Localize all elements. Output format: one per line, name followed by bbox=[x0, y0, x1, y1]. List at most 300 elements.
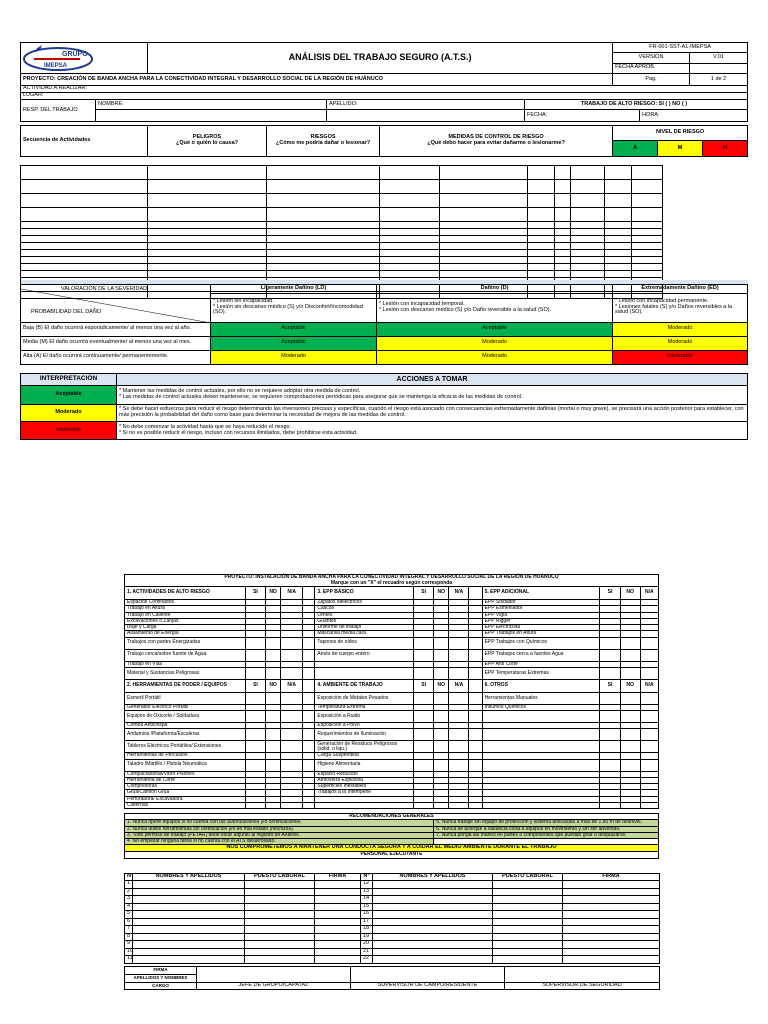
activity-cell[interactable] bbox=[555, 271, 571, 278]
activity-cell[interactable] bbox=[267, 229, 380, 236]
activity-cell[interactable] bbox=[528, 166, 555, 180]
check-no[interactable] bbox=[266, 637, 281, 649]
activity-cell[interactable] bbox=[148, 264, 267, 271]
activity-cell[interactable] bbox=[555, 180, 571, 194]
check-no[interactable] bbox=[434, 729, 449, 741]
staff-sign[interactable] bbox=[315, 918, 361, 926]
place-field[interactable]: LUGAR: bbox=[21, 93, 748, 100]
staff-post[interactable] bbox=[245, 956, 315, 964]
check-si[interactable] bbox=[245, 637, 265, 649]
check-na[interactable] bbox=[640, 692, 658, 704]
staff-post[interactable] bbox=[493, 948, 563, 956]
staff-name[interactable] bbox=[373, 903, 493, 911]
activity-cell[interactable] bbox=[605, 222, 632, 229]
activity-cell[interactable] bbox=[555, 208, 571, 222]
staff-post[interactable] bbox=[493, 888, 563, 896]
staff-sign[interactable] bbox=[563, 918, 660, 926]
check-na[interactable] bbox=[449, 637, 469, 649]
staff-post[interactable] bbox=[245, 888, 315, 896]
activity-cell[interactable] bbox=[571, 208, 605, 222]
activity-cell[interactable] bbox=[555, 257, 571, 264]
activity-cell[interactable] bbox=[148, 271, 267, 278]
activity-cell[interactable] bbox=[632, 257, 663, 264]
check-no[interactable] bbox=[266, 649, 281, 661]
staff-name[interactable] bbox=[373, 911, 493, 919]
staff-name[interactable] bbox=[133, 903, 245, 911]
staff-post[interactable] bbox=[245, 903, 315, 911]
activity-cell[interactable] bbox=[571, 222, 605, 229]
check-na[interactable] bbox=[449, 759, 469, 771]
activity-cell[interactable] bbox=[440, 271, 528, 278]
name-field[interactable]: NOMBRE: bbox=[96, 100, 327, 110]
activity-cell[interactable] bbox=[267, 166, 380, 180]
check-no[interactable] bbox=[434, 637, 449, 649]
sec2-si: SI bbox=[245, 679, 265, 692]
activity-row[interactable] bbox=[21, 222, 748, 229]
activity-cell[interactable] bbox=[571, 166, 605, 180]
activity-cell[interactable] bbox=[605, 271, 632, 278]
surname-field[interactable]: APELLIDO: bbox=[327, 100, 525, 110]
activity-cell[interactable] bbox=[555, 243, 571, 250]
activity-cell[interactable] bbox=[380, 257, 440, 264]
activity-cell[interactable] bbox=[440, 257, 528, 264]
activity-cell[interactable] bbox=[528, 180, 555, 194]
check-si[interactable] bbox=[600, 692, 620, 704]
check-na[interactable] bbox=[640, 649, 658, 661]
activity-cell[interactable] bbox=[555, 194, 571, 208]
activity-cell[interactable] bbox=[21, 194, 148, 208]
check-na[interactable] bbox=[281, 741, 303, 753]
activity-cell[interactable] bbox=[632, 194, 663, 208]
activity-cell[interactable] bbox=[267, 250, 380, 257]
activity-cell[interactable] bbox=[380, 229, 440, 236]
check-no[interactable] bbox=[266, 759, 281, 771]
check-no[interactable] bbox=[434, 667, 449, 679]
staff-name[interactable] bbox=[133, 956, 245, 964]
check-si[interactable] bbox=[245, 729, 265, 741]
activity-cell[interactable] bbox=[528, 194, 555, 208]
activity-cell[interactable] bbox=[632, 243, 663, 250]
check-na[interactable] bbox=[640, 637, 658, 649]
activity-cell[interactable] bbox=[440, 194, 528, 208]
staff-post[interactable] bbox=[245, 911, 315, 919]
activity-cell[interactable] bbox=[267, 180, 380, 194]
staff-name[interactable] bbox=[133, 888, 245, 896]
check-na[interactable] bbox=[449, 667, 469, 679]
activity-cell[interactable] bbox=[528, 222, 555, 229]
activity-cell[interactable] bbox=[21, 236, 148, 243]
check-na[interactable] bbox=[640, 667, 658, 679]
staff-sign[interactable] bbox=[563, 926, 660, 934]
activity-cell[interactable] bbox=[528, 257, 555, 264]
activity-cell[interactable] bbox=[528, 236, 555, 243]
activity-cell[interactable] bbox=[632, 180, 663, 194]
staff-row bbox=[125, 881, 660, 889]
activity-cell[interactable] bbox=[440, 250, 528, 257]
staff-post[interactable] bbox=[493, 903, 563, 911]
staff-post[interactable] bbox=[493, 896, 563, 904]
activity-cell[interactable] bbox=[148, 229, 267, 236]
surname-value[interactable] bbox=[327, 110, 525, 122]
activity-cell[interactable] bbox=[605, 236, 632, 243]
activity-cell[interactable] bbox=[632, 222, 663, 229]
staff-sign[interactable] bbox=[315, 933, 361, 941]
activity-cell[interactable] bbox=[571, 243, 605, 250]
check-si[interactable] bbox=[414, 711, 434, 723]
activity-cell[interactable] bbox=[632, 166, 663, 180]
check-si[interactable] bbox=[414, 741, 434, 753]
activity-cell[interactable] bbox=[605, 264, 632, 271]
check-na[interactable] bbox=[449, 692, 469, 704]
staff-name[interactable] bbox=[373, 941, 493, 949]
check-no[interactable] bbox=[620, 741, 640, 753]
activity-cell[interactable] bbox=[440, 180, 528, 194]
interp-intolerable: Intolerable bbox=[21, 422, 117, 440]
activity-row[interactable] bbox=[21, 250, 748, 257]
activity-cell[interactable] bbox=[440, 222, 528, 229]
activity-row[interactable] bbox=[21, 257, 748, 264]
sec6-na: N/A bbox=[640, 679, 658, 692]
check-na[interactable] bbox=[281, 711, 303, 723]
staff-name[interactable] bbox=[373, 888, 493, 896]
activity-cell[interactable] bbox=[605, 194, 632, 208]
sig-sup-seg[interactable] bbox=[505, 967, 660, 983]
activity-cell[interactable] bbox=[571, 271, 605, 278]
activity-cell[interactable] bbox=[605, 180, 632, 194]
activity-cell[interactable] bbox=[632, 271, 663, 278]
check-no[interactable] bbox=[434, 759, 449, 771]
staff-sign[interactable] bbox=[315, 896, 361, 904]
activity-row[interactable] bbox=[21, 208, 748, 222]
staff-name[interactable] bbox=[133, 948, 245, 956]
activity-cell[interactable] bbox=[380, 243, 440, 250]
staff-num: 16 bbox=[361, 911, 373, 919]
check-si[interactable] bbox=[600, 741, 620, 753]
sig-jefe[interactable] bbox=[197, 967, 351, 983]
activity-cell[interactable] bbox=[555, 229, 571, 236]
activity-cell[interactable] bbox=[528, 243, 555, 250]
staff-post[interactable] bbox=[245, 918, 315, 926]
staff-post[interactable] bbox=[493, 933, 563, 941]
activity-row[interactable] bbox=[21, 264, 748, 271]
activity-cell[interactable] bbox=[571, 250, 605, 257]
check-no[interactable] bbox=[434, 649, 449, 661]
activity-cell[interactable] bbox=[528, 208, 555, 222]
check-si[interactable] bbox=[245, 692, 265, 704]
check-na[interactable] bbox=[281, 649, 303, 661]
activity-cell[interactable] bbox=[380, 166, 440, 180]
activity-cell[interactable] bbox=[528, 229, 555, 236]
activity-cell[interactable] bbox=[528, 271, 555, 278]
activity-row[interactable] bbox=[21, 236, 748, 243]
check-si[interactable] bbox=[414, 692, 434, 704]
activity-cell[interactable] bbox=[555, 264, 571, 271]
activity-cell[interactable] bbox=[632, 208, 663, 222]
activity-cell[interactable] bbox=[632, 229, 663, 236]
check-si[interactable] bbox=[600, 759, 620, 771]
name-value[interactable] bbox=[96, 110, 327, 122]
activity-row[interactable] bbox=[21, 166, 748, 180]
staff-post[interactable] bbox=[245, 933, 315, 941]
staff-sign[interactable] bbox=[563, 941, 660, 949]
activity-cell[interactable] bbox=[21, 180, 148, 194]
check-no[interactable] bbox=[266, 711, 281, 723]
check-no[interactable] bbox=[266, 692, 281, 704]
staff-sign[interactable] bbox=[315, 881, 361, 889]
staff-sign[interactable] bbox=[315, 956, 361, 964]
activity-cell[interactable] bbox=[380, 264, 440, 271]
staff-sign[interactable] bbox=[315, 903, 361, 911]
staff-post[interactable] bbox=[493, 926, 563, 934]
staff-name[interactable] bbox=[373, 926, 493, 934]
staff-sign[interactable] bbox=[563, 948, 660, 956]
staff-name[interactable] bbox=[373, 881, 493, 889]
sec4-si: SI bbox=[414, 679, 434, 692]
activity-cell[interactable] bbox=[148, 243, 267, 250]
activity-field[interactable]: ACTIVIDAD A REALIZAR: bbox=[21, 86, 748, 93]
activity-cell[interactable] bbox=[571, 229, 605, 236]
activity-cell[interactable] bbox=[528, 250, 555, 257]
activity-cell[interactable] bbox=[21, 243, 148, 250]
activity-cell[interactable] bbox=[440, 264, 528, 271]
activity-cell[interactable] bbox=[380, 271, 440, 278]
check-na[interactable] bbox=[281, 692, 303, 704]
check-si[interactable] bbox=[600, 667, 620, 679]
sec2-title: 2. HERRAMIENTAS DE PODER / EQUIPOS bbox=[125, 679, 246, 692]
check-si[interactable] bbox=[245, 711, 265, 723]
activity-cell[interactable] bbox=[148, 250, 267, 257]
activity-cell[interactable] bbox=[632, 250, 663, 257]
staff-sign[interactable] bbox=[563, 888, 660, 896]
activity-cell[interactable] bbox=[148, 236, 267, 243]
check-no[interactable] bbox=[434, 692, 449, 704]
activity-cell[interactable] bbox=[440, 236, 528, 243]
activity-cell[interactable] bbox=[440, 243, 528, 250]
activity-cell[interactable] bbox=[528, 264, 555, 271]
staff-name[interactable] bbox=[373, 918, 493, 926]
sec3-na: N/A bbox=[449, 587, 469, 600]
activity-cell[interactable] bbox=[148, 180, 267, 194]
check-no[interactable] bbox=[266, 741, 281, 753]
staff-sign[interactable] bbox=[315, 926, 361, 934]
activity-cell[interactable] bbox=[571, 257, 605, 264]
staff-sign[interactable] bbox=[315, 948, 361, 956]
check-no[interactable] bbox=[620, 637, 640, 649]
staff-sign[interactable] bbox=[563, 903, 660, 911]
activity-cell[interactable] bbox=[440, 208, 528, 222]
check-na[interactable] bbox=[640, 759, 658, 771]
activity-cell[interactable] bbox=[440, 229, 528, 236]
high-risk-check[interactable]: TRABAJO DE ALTO RIESGO: SI ( ) NO ( ) bbox=[525, 100, 748, 110]
check-si[interactable] bbox=[600, 711, 620, 723]
check-no[interactable] bbox=[620, 711, 640, 723]
activity-cell[interactable] bbox=[605, 166, 632, 180]
check-si[interactable] bbox=[414, 649, 434, 661]
check-na[interactable] bbox=[281, 637, 303, 649]
check-si[interactable] bbox=[600, 637, 620, 649]
staff-sign[interactable] bbox=[563, 933, 660, 941]
activity-cell[interactable] bbox=[380, 194, 440, 208]
activity-cell[interactable] bbox=[605, 250, 632, 257]
activity-cell[interactable] bbox=[21, 166, 148, 180]
approval-date-value[interactable] bbox=[690, 63, 748, 73]
check-na[interactable] bbox=[281, 667, 303, 679]
activity-cell[interactable] bbox=[267, 264, 380, 271]
activity-cell[interactable] bbox=[380, 208, 440, 222]
check-no[interactable] bbox=[266, 729, 281, 741]
spacer bbox=[303, 741, 315, 753]
activity-cell[interactable] bbox=[21, 222, 148, 229]
check-na[interactable] bbox=[640, 741, 658, 753]
check-si[interactable] bbox=[414, 759, 434, 771]
checklist-item-label: Higiene Alimentaria bbox=[315, 759, 414, 771]
activity-cell[interactable] bbox=[21, 271, 148, 278]
activity-cell[interactable] bbox=[148, 166, 267, 180]
checklist-item-label: Uniforme de trabajo bbox=[315, 625, 414, 631]
activity-cell[interactable] bbox=[267, 194, 380, 208]
check-no[interactable] bbox=[620, 667, 640, 679]
check-na[interactable] bbox=[640, 729, 658, 741]
activity-row[interactable] bbox=[21, 194, 748, 208]
activity-cell[interactable] bbox=[440, 166, 528, 180]
activity-cell[interactable] bbox=[148, 194, 267, 208]
activity-cell[interactable] bbox=[632, 264, 663, 271]
staff-name[interactable] bbox=[373, 933, 493, 941]
activity-row[interactable] bbox=[21, 271, 748, 278]
activity-cell[interactable] bbox=[148, 208, 267, 222]
activity-cell[interactable] bbox=[555, 236, 571, 243]
check-si[interactable] bbox=[245, 667, 265, 679]
activity-cell[interactable] bbox=[605, 229, 632, 236]
activity-row[interactable] bbox=[21, 229, 748, 236]
activity-cell[interactable] bbox=[632, 236, 663, 243]
activity-cell[interactable] bbox=[571, 236, 605, 243]
check-si[interactable] bbox=[245, 759, 265, 771]
check-si[interactable] bbox=[414, 667, 434, 679]
activity-cell[interactable] bbox=[21, 250, 148, 257]
staff-post[interactable] bbox=[245, 926, 315, 934]
activity-row[interactable] bbox=[21, 243, 748, 250]
staff-name[interactable] bbox=[133, 911, 245, 919]
check-na[interactable] bbox=[449, 711, 469, 723]
staff-post[interactable] bbox=[493, 941, 563, 949]
staff-sign[interactable] bbox=[315, 941, 361, 949]
staff-num: 4 bbox=[125, 903, 133, 911]
staff-name[interactable] bbox=[133, 933, 245, 941]
staff-sign[interactable] bbox=[563, 911, 660, 919]
staff-name[interactable] bbox=[133, 881, 245, 889]
date-field[interactable]: FECHA: bbox=[525, 110, 640, 122]
check-na[interactable] bbox=[281, 729, 303, 741]
staff-name[interactable] bbox=[373, 896, 493, 904]
staff-sign[interactable] bbox=[563, 881, 660, 889]
recommendation: 6. Nunca se acerque a distancia corta a equipos en movimiento y sin ser advertido. bbox=[434, 826, 659, 832]
check-na[interactable] bbox=[449, 649, 469, 661]
check-no[interactable] bbox=[620, 649, 640, 661]
staff-name[interactable] bbox=[373, 956, 493, 964]
check-no[interactable] bbox=[434, 741, 449, 753]
activity-cell[interactable] bbox=[571, 180, 605, 194]
check-no[interactable] bbox=[266, 667, 281, 679]
activity-cell[interactable] bbox=[555, 166, 571, 180]
level-a: A bbox=[613, 141, 658, 156]
check-si[interactable] bbox=[245, 741, 265, 753]
activity-cell[interactable] bbox=[267, 257, 380, 264]
sig-sup-campo[interactable] bbox=[351, 967, 505, 983]
staff-name[interactable] bbox=[133, 926, 245, 934]
staff-post[interactable] bbox=[245, 941, 315, 949]
activity-cell[interactable] bbox=[380, 180, 440, 194]
activity-cell[interactable] bbox=[267, 222, 380, 229]
check-no[interactable] bbox=[434, 711, 449, 723]
page-number: 1 de 2 bbox=[690, 74, 748, 86]
staff-sign[interactable] bbox=[315, 911, 361, 919]
staff-post[interactable] bbox=[245, 896, 315, 904]
staff-post[interactable] bbox=[493, 918, 563, 926]
staff-post[interactable] bbox=[245, 948, 315, 956]
activity-cell[interactable] bbox=[605, 208, 632, 222]
staff-post[interactable] bbox=[493, 911, 563, 919]
check-si[interactable] bbox=[414, 729, 434, 741]
staff-name[interactable] bbox=[373, 948, 493, 956]
check-si[interactable] bbox=[600, 729, 620, 741]
check-si[interactable] bbox=[414, 637, 434, 649]
staff-sign[interactable] bbox=[563, 956, 660, 964]
activity-cell[interactable] bbox=[605, 257, 632, 264]
checklist-item-label: Insumos Químicos bbox=[482, 704, 600, 710]
staff-name[interactable] bbox=[133, 896, 245, 904]
activity-cell[interactable] bbox=[571, 194, 605, 208]
activity-cell[interactable] bbox=[267, 236, 380, 243]
check-no[interactable] bbox=[620, 692, 640, 704]
activity-cell[interactable] bbox=[21, 264, 148, 271]
activity-cell[interactable] bbox=[21, 208, 148, 222]
activity-cell[interactable] bbox=[148, 222, 267, 229]
activity-cell[interactable] bbox=[148, 257, 267, 264]
activity-cell[interactable] bbox=[267, 271, 380, 278]
check-na[interactable] bbox=[640, 711, 658, 723]
activity-cell[interactable] bbox=[571, 264, 605, 271]
activity-row[interactable] bbox=[21, 180, 748, 194]
activity-cell[interactable] bbox=[555, 222, 571, 229]
activity-cell[interactable] bbox=[380, 250, 440, 257]
check-si[interactable] bbox=[600, 649, 620, 661]
activity-cell[interactable] bbox=[21, 257, 148, 264]
check-na[interactable] bbox=[449, 729, 469, 741]
staff-post[interactable] bbox=[493, 956, 563, 964]
staff-sign[interactable] bbox=[563, 896, 660, 904]
activity-cell[interactable] bbox=[21, 229, 148, 236]
check-no[interactable] bbox=[620, 729, 640, 741]
activity-cell[interactable] bbox=[380, 236, 440, 243]
staff-post[interactable] bbox=[245, 881, 315, 889]
activity-cell[interactable] bbox=[380, 222, 440, 229]
check-na[interactable] bbox=[449, 741, 469, 753]
staff-name[interactable] bbox=[133, 918, 245, 926]
activity-cell[interactable] bbox=[267, 208, 380, 222]
staff-name[interactable] bbox=[133, 941, 245, 949]
staff-sign[interactable] bbox=[315, 888, 361, 896]
staff-num: 21 bbox=[361, 948, 373, 956]
activity-cell[interactable] bbox=[605, 243, 632, 250]
check-na[interactable] bbox=[281, 759, 303, 771]
check-no[interactable] bbox=[620, 759, 640, 771]
activity-cell[interactable] bbox=[555, 250, 571, 257]
time-field[interactable]: HORA: bbox=[640, 110, 748, 122]
check-si[interactable] bbox=[245, 649, 265, 661]
staff-post[interactable] bbox=[493, 881, 563, 889]
activity-cell[interactable] bbox=[267, 243, 380, 250]
